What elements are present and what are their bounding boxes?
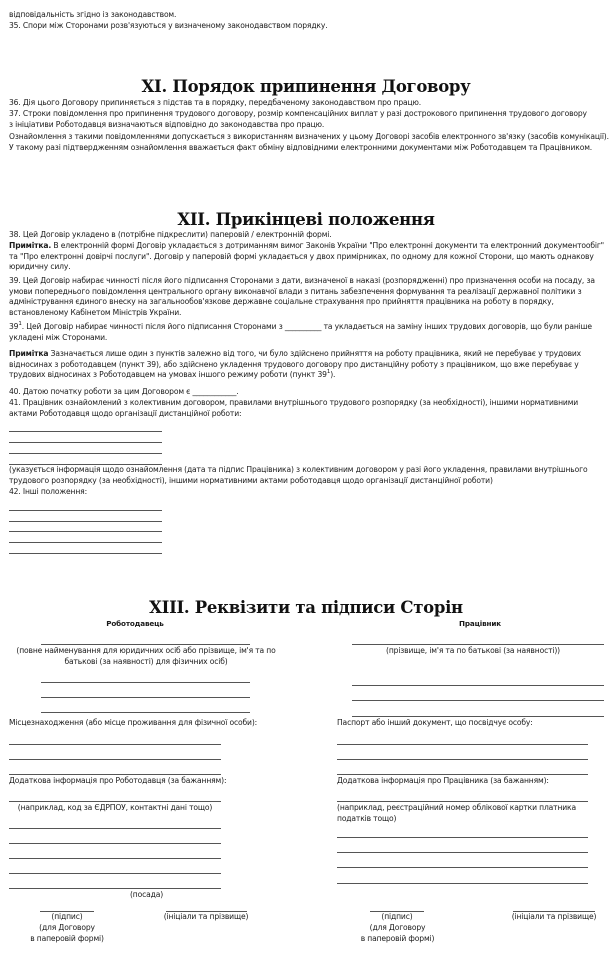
note-text: Зазначається лише один з пунктів залежно від того, чи було здійснено прийняття на роботу працівника, який не перебуває у трудових відносинах з роботодавцем (пункт 39), або здійснено укладення трудового договору про дистанційну роботу з працівником, що вже перебуває у трудових відносинах з Роботодавцем на умовах іншого режиму роботи (пункт 39 — [9, 349, 582, 380]
clause-36: 36. Дія цього Договору припиняється з підстав та в порядку, передбаченому законодавством про працю. — [9, 98, 422, 107]
note-label: Примітка. — [9, 241, 52, 250]
clause-39-1 — [9, 322, 609, 343]
blank-line[interactable] — [352, 685, 604, 686]
clause-text: . Цей Договір набирає чинності після його підписання Сторонами з __________ та укладається на заміну інших трудових договорів, що були раніше укладені між Сторонами. — [9, 322, 592, 342]
blank-line[interactable] — [9, 801, 221, 802]
blank-line[interactable] — [337, 801, 588, 802]
note-end: ). — [330, 370, 336, 380]
blank-line[interactable] — [9, 521, 162, 522]
blank-line[interactable] — [9, 858, 221, 859]
blank-line[interactable] — [9, 843, 221, 844]
note-text: В електронній формі Договір укладається з дотриманням вимог Законів України "Про електронні документи та електронний документообіг" та "Про електронні довірчі послуги". Договір у паперовій формі укладається у двох примірниках, по одному для кожної Сторони, що мають однакову юридичну силу. — [9, 241, 605, 272]
section-11-title: XI. Порядок припинення Договору — [141, 77, 471, 96]
blank-line[interactable] — [337, 852, 588, 853]
employee-passport-label: Паспорт або інший документ, що посвідчує особу: — [337, 718, 533, 727]
clause-41-hint: (указується інформація щодо ознайомлення (дата та підпис Працівника) з колективним договором у разі його укладення, правилами внутрішнього трудового розпорядку (за необхідності), іншими нормативними актами роботодавця щодо організації дистанційної роботи) — [9, 465, 588, 485]
clause-37-note: Ознайомлення з такими повідомленнями допускається з використанням визначених у цьому Договорі засобів електронного зв'язку (засобів комунікації). У такому разі підтвердженням ознайомлення вважається факт обміну відповідними електронними документами між Роботодавцем та Працівником. — [9, 132, 609, 152]
blank-line[interactable] — [352, 700, 604, 701]
employer-name-hint: (повне найменування для юридичних осіб або прізвище, ім'я та по батькові (за наявності) для фізичних осіб) — [16, 646, 276, 666]
clause-42: 42. Інші положення: — [9, 487, 87, 496]
clause-37: 37. Строки повідомлення про припинення трудового договору, розмір компенсаційних виплат у разі дострокового припинення трудового договору з ініціативи Роботодавця визначаються відповідно до законодавства про працю. — [9, 109, 587, 129]
blank-line[interactable] — [9, 510, 162, 511]
blank-line[interactable] — [337, 883, 588, 884]
blank-line[interactable] — [9, 442, 162, 443]
employer-location-label: Місцезнаходження (або місце проживання для фізичної особи): — [9, 718, 258, 727]
blank-line[interactable] — [9, 774, 221, 775]
blank-line[interactable] — [337, 867, 588, 868]
note-label: Примітка — [9, 349, 49, 358]
text-line: відповідальність згідно із законодавством. — [9, 10, 177, 19]
blank-line[interactable] — [337, 837, 588, 838]
employer-position-hint: (посада) — [129, 890, 164, 899]
employer-signature-note: (для Договору в паперовій формі) — [30, 923, 104, 943]
employer-signature-hint: (підпис) — [51, 912, 83, 921]
employee-signature-hint: (підпис) — [381, 912, 413, 921]
blank-line[interactable] — [9, 531, 162, 532]
employer-position-line[interactable] — [9, 888, 221, 889]
blank-line[interactable] — [337, 744, 588, 745]
employee-extra-label: Додаткова інформація про Працівника (за бажанням): — [337, 776, 549, 785]
employer-heading: Роботодавець — [106, 619, 164, 628]
employee-heading: Працівник — [459, 619, 501, 628]
employee-name-line[interactable] — [352, 644, 604, 645]
blank-line[interactable] — [9, 453, 162, 454]
superscript: 1 — [326, 369, 331, 376]
clause-35: 35. Спори між Сторонами розв'язуються у визначеному законодавством порядку. — [9, 21, 328, 30]
clause-40: 40. Датою початку роботи за цим Договором є ____________. — [9, 387, 239, 396]
note-clause-choice — [9, 349, 609, 381]
clause-41: 41. Працівник ознайомлений з колективним договором, правилами внутрішнього трудового розпорядку (за необхідності), іншими нормативними актами Роботодавця щодо організації дистанційної роботи: — [9, 398, 579, 418]
blank-line[interactable] — [9, 759, 221, 760]
blank-line[interactable] — [9, 553, 162, 554]
superscript: 1 — [18, 321, 22, 327]
blank-line[interactable] — [352, 716, 604, 717]
clause-38: 38. Цей Договір укладено в (потрібне підкреслити) паперовій / електронній формі. — [9, 230, 332, 239]
clause-39: 39. Цей Договір набирає чинності після його підписання Сторонами з дати, визначеної в наказі (розпорядженні) про призначення особи на посаду, за умови попереднього повідомлення центрального органу виконавчої влади з питань забезпечення формування та реалізації державної політики з адміністрування єдиного внеску на загальнообов'язкове державне соціальне страхування про прийняття працівника на роботу в порядку, встановленому Кабінетом Міністрів України. — [9, 276, 595, 317]
employer-extra-hint: (наприклад, код за ЄДРПОУ, контактні дані тощо) — [17, 803, 213, 812]
blank-line[interactable] — [9, 873, 221, 874]
blank-line[interactable] — [337, 774, 588, 775]
clause-number: 39 — [9, 322, 19, 331]
section-13-title: XIII. Реквізити та підписи Сторін — [149, 598, 463, 617]
employer-extra-label: Додаткова інформація про Роботодавця (за бажанням): — [9, 776, 227, 785]
employer-initials-hint: (ініціали та прізвище) — [163, 912, 249, 921]
blank-line[interactable] — [9, 542, 162, 543]
employee-extra-hint: (наприклад, реєстраційний номер облікової картки платника податків тощо) — [337, 803, 576, 823]
employee-initials-hint: (ініціали та прізвище) — [511, 912, 597, 921]
blank-line[interactable] — [41, 712, 250, 713]
employee-name-hint: (прізвище, ім'я та по батькові (за наявності)) — [386, 646, 560, 655]
employer-name-line[interactable] — [41, 644, 250, 645]
blank-line[interactable] — [337, 759, 588, 760]
employee-signature-note: (для Договору в паперовій формі) — [360, 923, 435, 943]
blank-line[interactable] — [41, 682, 250, 683]
blank-line[interactable] — [9, 828, 221, 829]
note-electronic-form — [9, 241, 609, 273]
blank-line[interactable] — [9, 431, 162, 432]
blank-line[interactable] — [9, 744, 221, 745]
blank-line[interactable] — [41, 697, 250, 698]
section-12-title: XII. Прикінцеві положення — [177, 210, 435, 229]
